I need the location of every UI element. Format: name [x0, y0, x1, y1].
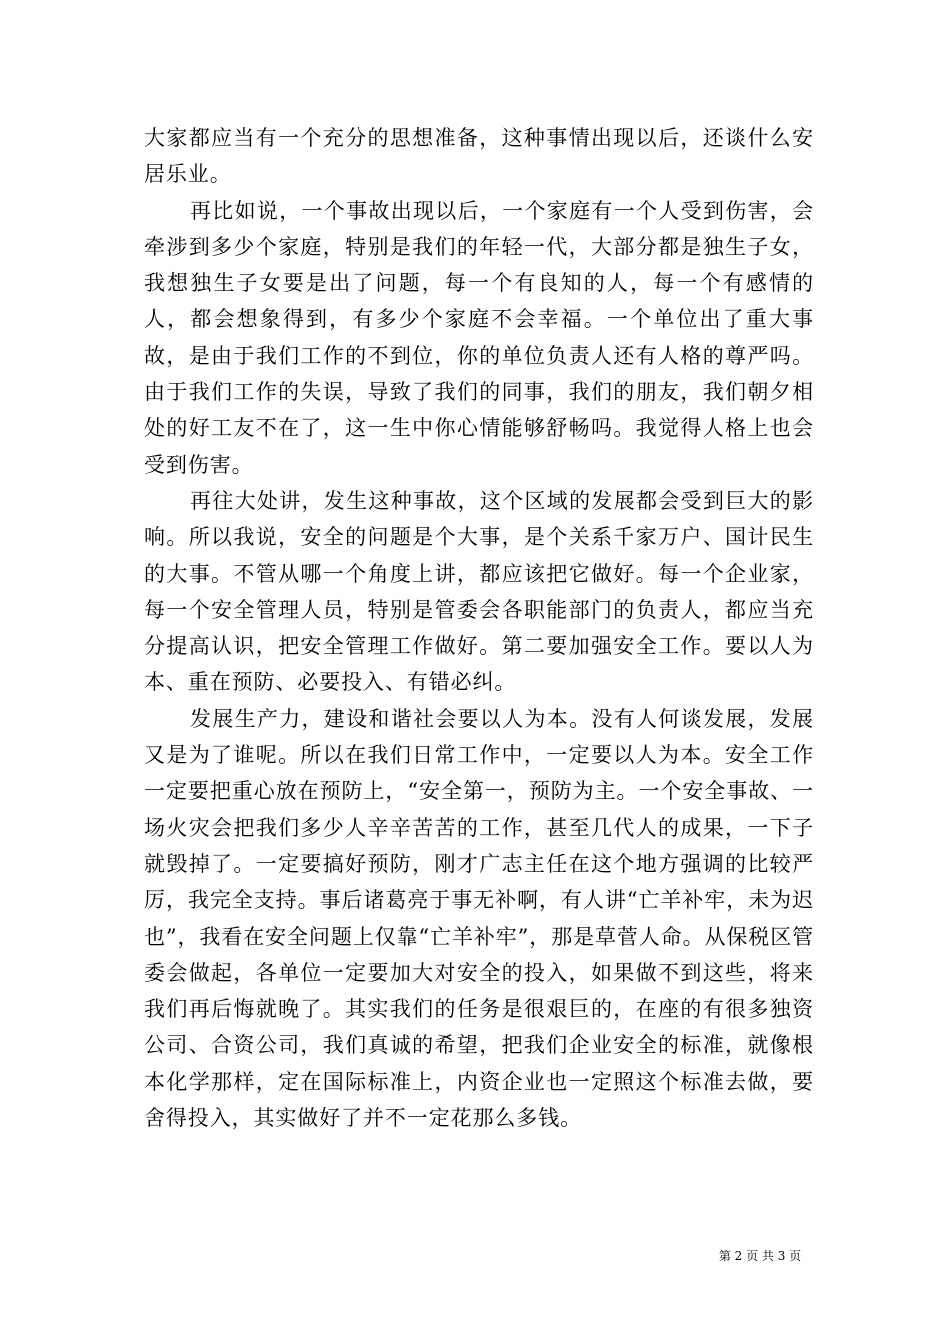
paragraph-1: 大家都应当有一个充分的思想准备，这种事情出现以后，还谈什么安居乐业。 [144, 126, 814, 187]
paragraph-2: 再比如说，一个事故出现以后，一个家庭有一个人受到伤害，会牵涉到多少个家庭，特别是我们的年轻一代，大部分都是独生子女，我想独生子女要是出了问题，每一个有良知的人，每一个有感情的人，都会想象得到，有多少个家庭不会幸福。一个单位出了重大事故，是由于我们工作的不到位，你的单位负责人还有人格的尊严吗。由于我们工作的失误，导致了我们的同事，我们的朋友，我们朝夕相处的好工友不在了，这一生中你心情能够舒畅吗。我觉得人格上也会受到伤害。 [144, 198, 814, 477]
document-body [144, 120, 814, 1136]
page-number: 第 2 页 共 3 页 [718, 1249, 802, 1263]
paragraph-4: 发展生产力，建设和谐社会要以人为本。没有人何谈发展，发展又是为了谁呢。所以在我们日常工作中，一定要以人为本。安全工作一定要把重心放在预防上，“安全第一，预防为主。一个安全事故、一场火灾会把我们多少人辛辛苦苦的工作，甚至几代人的成果，一下子就毁掉了。一定要搞好预防，刚才广志主任在这个地方强调的比较严厉，我完全支持。事后诸葛亮于事无补啊，有人讲“亡羊补牢，未为迟也”，我看在安全问题上仅靠“亡羊补牢”，那是草菅人命。从保税区管委会做起，各单位一定要加大对安全的投入，如果做不到这些，将来我们再后悔就晚了。其实我们的任务是很艰巨的，在座的有很多独资公司、合资公司，我们真诚的希望，把我们企业安全的标准，就像根本化学那样，定在国际标准上，内资企业也一定照这个标准去做，要舍得投入，其实做好了并不一定花那么多钱。 [144, 706, 815, 1131]
paragraph-3: 再往大处讲，发生这种事故，这个区域的发展都会受到巨大的影响。所以我说，安全的问题是个大事，是个关系千家万户、国计民生的大事。不管从哪一个角度上讲，都应该把它做好。每一个企业家，每一个安全管理人员，特别是管委会各职能部门的负责人，都应当充分提高认识，把安全管理工作做好。第二要加强安全工作。要以人为本、重在预防、必要投入、有错必纠。 [144, 488, 814, 695]
